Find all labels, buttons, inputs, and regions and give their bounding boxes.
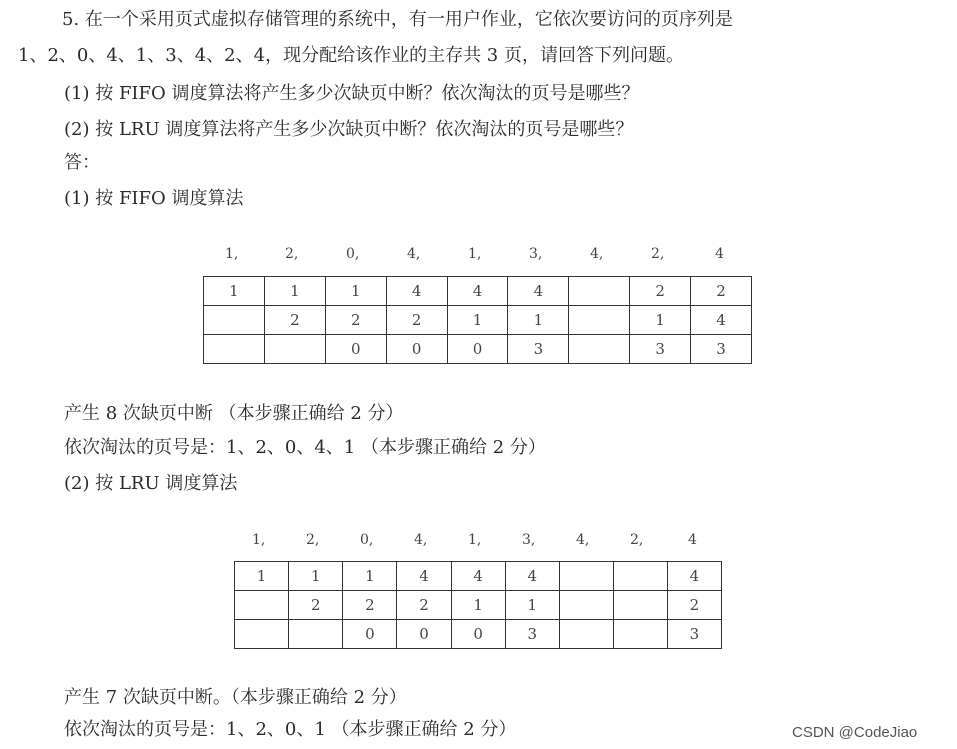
table-cell: 1 (508, 306, 569, 335)
table-cell: 1 (451, 591, 505, 620)
table-cell: 4 (691, 306, 752, 335)
table-cell: 0 (343, 620, 397, 649)
table-cell (559, 591, 613, 620)
lru-result: 产生 7 次缺页中断。（本步骤正确给 2 分） (64, 687, 407, 708)
fifo-seq-item: 1, (225, 246, 239, 262)
answer-label: 答： (64, 152, 100, 173)
table-cell: 1 (505, 591, 559, 620)
fifo-seq-item: 0, (346, 246, 360, 262)
table-cell (613, 562, 667, 591)
lru-frame-table (234, 561, 722, 649)
table-cell: 0 (451, 620, 505, 649)
lru-seq-item: 2, (306, 532, 320, 548)
table-cell (613, 591, 667, 620)
table-cell: 4 (505, 562, 559, 591)
fifo-heading: (1) 按 FIFO 调度算法 (64, 188, 244, 209)
table-cell: 3 (691, 335, 752, 364)
table-cell: 1 (447, 306, 508, 335)
table-cell: 1 (235, 562, 289, 591)
fifo-result: 产生 8 次缺页中断 （本步骤正确给 2 分） (64, 403, 404, 424)
table-cell (204, 335, 265, 364)
table-cell (289, 620, 343, 649)
question-part-1: (1) 按 FIFO 调度算法将产生多少次缺页中断？依次淘汰的页号是哪些？ (64, 83, 640, 104)
table-cell: 2 (667, 591, 721, 620)
table-cell: 1 (325, 277, 386, 306)
table-cell: 0 (386, 335, 447, 364)
lru-seq-item: 0, (360, 532, 374, 548)
table-cell: 4 (667, 562, 721, 591)
table-cell: 0 (325, 335, 386, 364)
table-cell: 1 (264, 277, 325, 306)
table-cell (569, 277, 630, 306)
lru-seq-item: 3, (522, 532, 536, 548)
table-cell: 0 (447, 335, 508, 364)
table-cell (559, 620, 613, 649)
lru-seq-item: 4, (414, 532, 428, 548)
table-cell: 4 (397, 562, 451, 591)
question-part-2: (2) 按 LRU 调度算法将产生多少次缺页中断？依次淘汰的页号是哪些？ (64, 119, 634, 140)
lru-seq-item: 2, (630, 532, 644, 548)
table-cell: 0 (397, 620, 451, 649)
table-cell: 2 (691, 277, 752, 306)
table-row (204, 335, 752, 364)
fifo-seq-item: 4, (590, 246, 604, 262)
table-row (235, 620, 722, 649)
table-cell: 2 (325, 306, 386, 335)
fifo-seq-item: 4, (407, 246, 421, 262)
table-cell (613, 620, 667, 649)
table-cell: 1 (204, 277, 265, 306)
fifo-seq-item: 2, (285, 246, 299, 262)
table-row (235, 562, 722, 591)
fifo-seq-item: 1, (468, 246, 482, 262)
table-cell: 3 (630, 335, 691, 364)
table-cell (264, 335, 325, 364)
table-cell (569, 335, 630, 364)
question-line-1: 5. 在一个采用页式虚拟存储管理的系统中，有一用户作业，它依次要访问的页序列是 (62, 9, 733, 30)
fifo-frame-table (203, 276, 752, 364)
table-cell (235, 620, 289, 649)
table-cell: 1 (343, 562, 397, 591)
table-cell: 3 (505, 620, 559, 649)
table-row (204, 306, 752, 335)
lru-heading: (2) 按 LRU 调度算法 (64, 473, 238, 494)
table-cell: 1 (630, 306, 691, 335)
fifo-sequence (203, 246, 751, 266)
table-cell: 3 (667, 620, 721, 649)
table-cell: 4 (447, 277, 508, 306)
table-cell: 2 (343, 591, 397, 620)
watermark: CSDN @CodeJiao (792, 724, 918, 741)
lru-sequence (234, 532, 722, 552)
lru-seq-item: 1, (252, 532, 266, 548)
lru-seq-item: 4, (576, 532, 590, 548)
table-cell: 4 (386, 277, 447, 306)
fifo-seq-item: 3, (529, 246, 543, 262)
lru-evicted: 依次淘汰的页号是：1、2、0、1 （本步骤正确给 2 分） (64, 719, 517, 740)
lru-seq-item: 4 (688, 532, 697, 548)
table-cell: 2 (386, 306, 447, 335)
table-cell: 2 (397, 591, 451, 620)
table-cell: 2 (264, 306, 325, 335)
table-cell (204, 306, 265, 335)
table-row (204, 277, 752, 306)
table-cell: 1 (289, 562, 343, 591)
question-line-2: 1、2、0、4、1、3、4、2、4，现分配给该作业的主存共 3 页，请回答下列问题。 (18, 45, 684, 66)
table-cell: 4 (451, 562, 505, 591)
table-cell: 2 (289, 591, 343, 620)
lru-seq-item: 1, (468, 532, 482, 548)
table-cell: 2 (630, 277, 691, 306)
fifo-seq-item: 2, (651, 246, 665, 262)
table-cell: 4 (508, 277, 569, 306)
table-cell: 3 (508, 335, 569, 364)
table-cell (559, 562, 613, 591)
table-cell (569, 306, 630, 335)
fifo-evicted: 依次淘汰的页号是：1、2、0、4、1 （本步骤正确给 2 分） (64, 437, 546, 458)
table-cell (235, 591, 289, 620)
table-row (235, 591, 722, 620)
fifo-seq-item: 4 (715, 246, 724, 262)
